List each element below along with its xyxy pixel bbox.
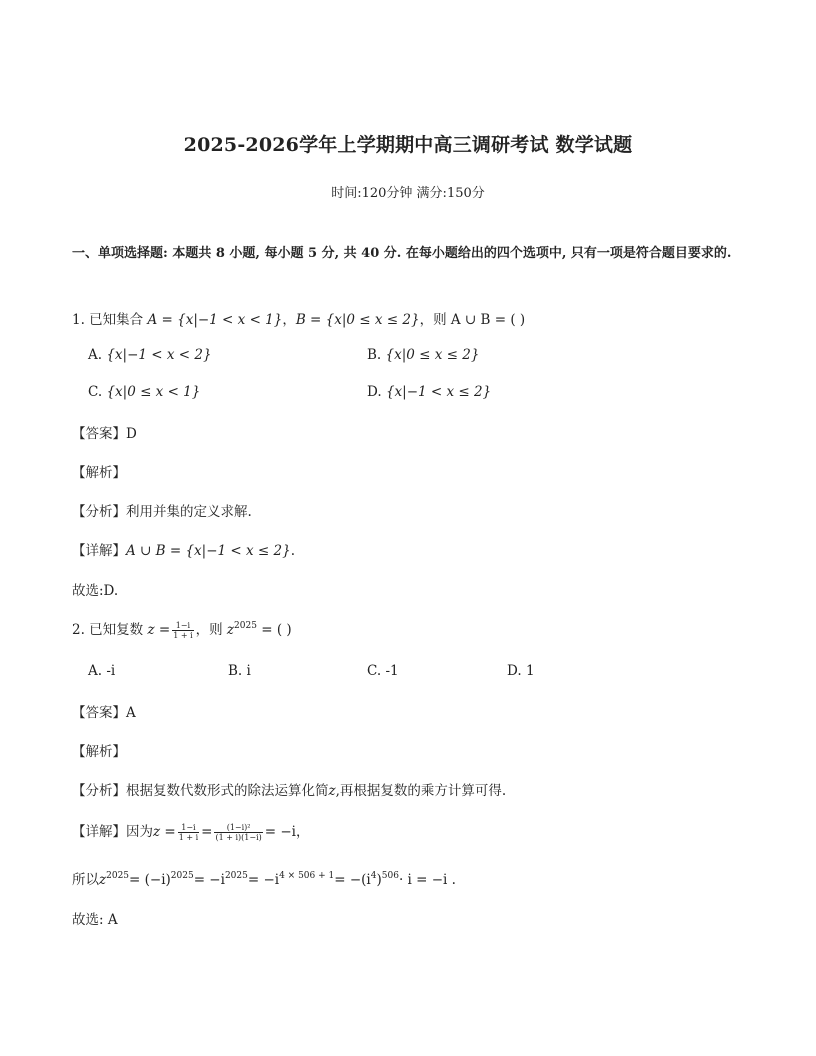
- exponent: 2025: [170, 871, 194, 881]
- q2-detail: [72, 820, 309, 842]
- q2-option-d: [507, 663, 535, 679]
- expr-part: ): [376, 872, 382, 888]
- fraction-numerator: (1−i)²: [214, 823, 262, 833]
- fraction-denominator: 1 + i: [173, 631, 193, 640]
- q1-detail: [72, 539, 295, 559]
- expr-part: · i = −i .: [398, 872, 456, 888]
- q2-detail-fraction-2: [214, 823, 262, 842]
- option-text: 1: [525, 663, 535, 679]
- option-text: -1: [385, 663, 399, 679]
- q2-stem-suffix: = ( ): [256, 622, 292, 638]
- q2-detail-z: z =: [153, 824, 176, 840]
- fraction-numerator: 1−i: [178, 823, 199, 833]
- q1-option-b: [367, 347, 479, 363]
- fraction-denominator: (1 + i)(1−i): [215, 833, 262, 842]
- q2-power-base: z: [226, 622, 235, 638]
- q1-detail-prefix: 【详解】: [72, 543, 126, 559]
- exponent: 4 × 506 + 1: [279, 871, 335, 881]
- q2-fenxi-suffix: ,再根据复数的乘方计算可得.: [335, 783, 507, 799]
- q1-stem-suffix: ，则 A ∪ B = ( ): [419, 312, 526, 328]
- q2-fenxi-var: z: [328, 783, 336, 799]
- exponent: 506: [381, 871, 399, 881]
- q2-fraction: [172, 621, 193, 640]
- q2-stem-prefix: 2. 已知复数: [72, 622, 148, 638]
- option-text: {x|−1 < x ≤ 2}: [385, 384, 492, 400]
- q1-option-c: [88, 384, 200, 400]
- option-label: D.: [367, 384, 382, 400]
- q1-answer: 【答案】D: [72, 426, 137, 442]
- q2-so-z: z: [99, 872, 107, 888]
- fraction-denominator: 1 + i: [178, 833, 199, 842]
- expr-part: = −(i: [334, 872, 371, 888]
- q1-set-a: A = {x|−1 < x < 1}: [147, 312, 283, 328]
- option-text: {x|0 ≤ x < 1}: [106, 384, 201, 400]
- q2-fenxi-prefix: 【分析】根据复数代数形式的除法运算化简: [72, 783, 329, 799]
- q1-detail-suffix: .: [290, 543, 295, 559]
- q1-analysis-heading: 【解析】: [72, 465, 126, 481]
- q2-detail-fraction-1: [178, 823, 199, 842]
- q1-conclusion: 故选:D.: [72, 583, 119, 599]
- option-text: i: [246, 663, 251, 679]
- exponent: 2025: [224, 871, 248, 881]
- q2-analysis-heading: 【解析】: [72, 744, 126, 760]
- q1-set-b: B = {x|0 ≤ x ≤ 2}: [295, 312, 420, 328]
- q2-detail-result: = −i，: [264, 824, 310, 840]
- q1-fenxi: 【分析】利用并集的定义求解.: [72, 504, 252, 520]
- q2-stem-mid: ，则: [195, 622, 227, 638]
- q2-fenxi: [72, 779, 506, 799]
- expr-part: = (−i): [129, 872, 171, 888]
- exponent: 4: [370, 871, 377, 881]
- q2-answer: 【答案】A: [72, 705, 136, 721]
- option-label: A.: [88, 347, 103, 363]
- page-title: 2025-2026学年上学期期中高三调研考试 数学试题: [183, 134, 633, 156]
- q2-option-a: [88, 663, 115, 679]
- question-2-stem: [72, 618, 292, 640]
- q2-power-exp: 2025: [234, 621, 257, 631]
- section-heading: 一、单项选择题: 本题共 8 小题, 每小题 5 分, 共 40 分. 在每小题给出的四个选项中, 只有一项是符合题目要求的.: [72, 246, 732, 261]
- q1-stem-prefix: 1. 已知集合: [72, 312, 148, 328]
- exponent: 2025: [106, 871, 130, 881]
- option-label: C.: [88, 384, 103, 400]
- option-label: C.: [367, 663, 382, 679]
- q1-detail-math: A ∪ B = {x|−1 < x ≤ 2}: [126, 543, 291, 559]
- q2-conclusion: 故选: A: [72, 912, 118, 928]
- fraction-numerator: 1−i: [172, 621, 193, 631]
- option-text: {x|−1 < x < 2}: [106, 347, 212, 363]
- q2-detail-prefix: 【详解】因为: [72, 824, 153, 840]
- q2-so-prefix: 所以: [72, 872, 99, 888]
- option-label: B.: [367, 347, 382, 363]
- q2-option-c: [367, 663, 399, 679]
- q1-option-d: [367, 384, 491, 400]
- question-1-stem: [72, 308, 525, 328]
- option-label: D.: [507, 663, 522, 679]
- option-label: A.: [88, 663, 103, 679]
- exam-info: 时间:120分钟 满分:150分: [331, 186, 485, 201]
- q2-detail-eq: =: [201, 824, 213, 840]
- q1-option-a: [88, 347, 212, 363]
- q2-option-b: [228, 663, 251, 679]
- option-text: {x|0 ≤ x ≤ 2}: [385, 347, 480, 363]
- q2-so-line: [72, 868, 456, 888]
- expr-part: = −i: [247, 872, 280, 888]
- q1-sep: ，: [282, 312, 296, 328]
- expr-part: = −i: [193, 872, 225, 888]
- q2-z-eq: z =: [147, 622, 171, 638]
- option-text: -i: [106, 663, 116, 679]
- option-label: B.: [228, 663, 243, 679]
